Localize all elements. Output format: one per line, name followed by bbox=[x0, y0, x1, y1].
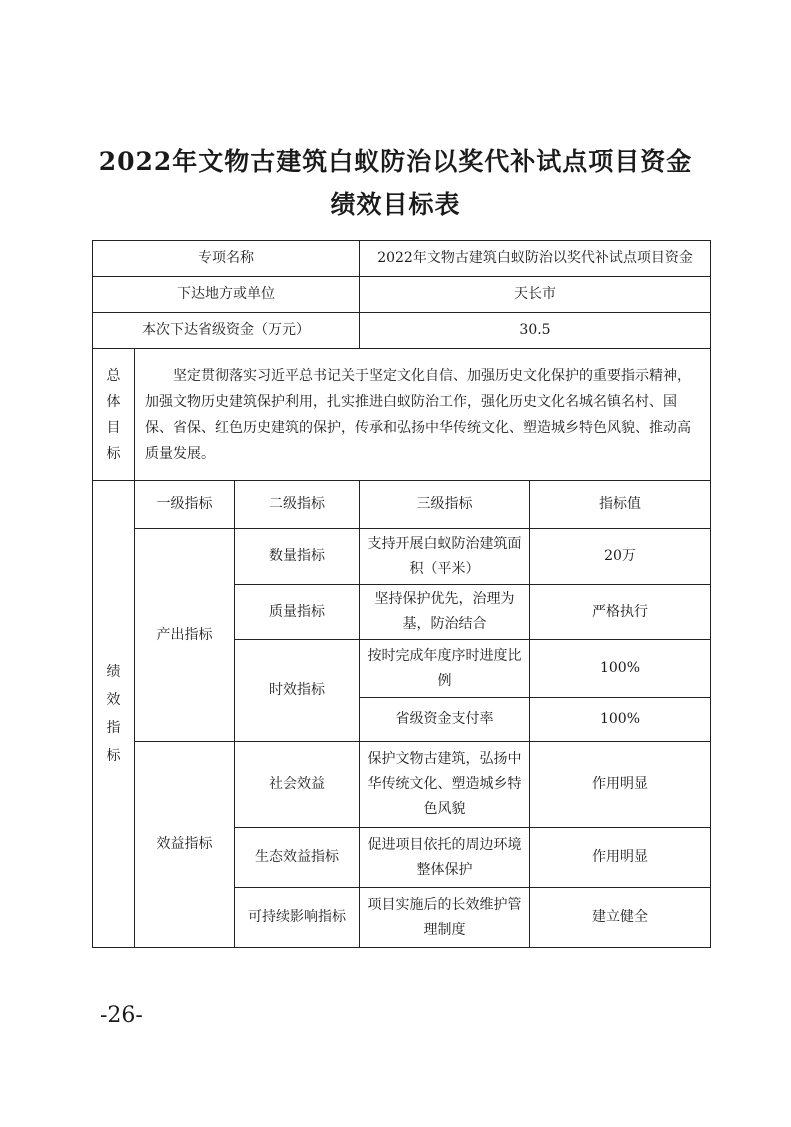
level3-cell: 促进项目依托的周边环境整体保护 bbox=[360, 828, 530, 888]
performance-target-table bbox=[92, 240, 711, 948]
level3-cell: 坚持保护优先，治理为基，防治结合 bbox=[360, 585, 530, 640]
level3-cell: 省级资金支付率 bbox=[360, 698, 530, 742]
goal-row bbox=[93, 349, 711, 481]
perf-header-row bbox=[93, 481, 711, 529]
goal-text: 坚定贯彻落实习近平总书记关于坚定文化自信、加强历史文化保护的重要指示精神，加强文物历史建筑保护利用，扎实推进白蚁防治工作，强化历史文化名城名镇名村、国保、省保、红色历史建筑的保护，传承和弘扬中华传统文化、塑造城乡特色风貌、推动高质量发展。 bbox=[135, 349, 711, 481]
info-label: 专项名称 bbox=[93, 241, 360, 277]
table-row bbox=[93, 529, 711, 585]
level2-cell: 数量指标 bbox=[235, 529, 360, 585]
value-cell: 建立健全 bbox=[530, 888, 711, 948]
header-value: 指标值 bbox=[530, 481, 711, 529]
header-level3: 三级指标 bbox=[360, 481, 530, 529]
info-label: 下达地方或单位 bbox=[93, 277, 360, 313]
info-value: 30.5 bbox=[360, 313, 711, 349]
perf-label bbox=[93, 481, 135, 948]
goal-label bbox=[93, 349, 135, 481]
value-cell: 100% bbox=[530, 698, 711, 742]
level2-cell: 社会效益 bbox=[235, 742, 360, 828]
title-line-2: 绩效目标表 bbox=[330, 190, 461, 219]
info-value: 2022年文物古建筑白蚁防治以奖代补试点项目资金 bbox=[360, 241, 711, 277]
info-row bbox=[93, 277, 711, 313]
level3-cell: 按时完成年度序时进度比例 bbox=[360, 640, 530, 698]
info-row bbox=[93, 313, 711, 349]
level2-cell: 质量指标 bbox=[235, 585, 360, 640]
info-row bbox=[93, 241, 711, 277]
level2-cell: 时效指标 bbox=[235, 640, 360, 742]
header-level2: 二级指标 bbox=[235, 481, 360, 529]
level2-cell: 生态效益指标 bbox=[235, 828, 360, 888]
value-cell: 作用明显 bbox=[530, 742, 711, 828]
table-row bbox=[93, 742, 711, 828]
header-level1: 一级指标 bbox=[135, 481, 235, 529]
level1-cell: 效益指标 bbox=[135, 742, 235, 948]
level2-cell: 可持续影响指标 bbox=[235, 888, 360, 948]
level3-cell: 项目实施后的长效维护管理制度 bbox=[360, 888, 530, 948]
goal-label-text: 总体目标 bbox=[106, 367, 121, 462]
title-line-1: 2022年文物古建筑白蚁防治以奖代补试点项目资金 bbox=[98, 147, 693, 176]
level1-cell: 产出指标 bbox=[135, 529, 235, 742]
value-cell: 20万 bbox=[530, 529, 711, 585]
perf-label-text: 绩效指标 bbox=[106, 664, 121, 764]
value-cell: 100% bbox=[530, 640, 711, 698]
value-cell: 作用明显 bbox=[530, 828, 711, 888]
level3-cell: 支持开展白蚁防治建筑面积（平米） bbox=[360, 529, 530, 585]
level3-cell: 保护文物古建筑，弘扬中华传统文化、塑造城乡特色风貌 bbox=[360, 742, 530, 828]
value-cell: 严格执行 bbox=[530, 585, 711, 640]
info-label: 本次下达省级资金（万元） bbox=[93, 313, 360, 349]
page-number: -26- bbox=[100, 1003, 143, 1028]
info-value: 天长市 bbox=[360, 277, 711, 313]
